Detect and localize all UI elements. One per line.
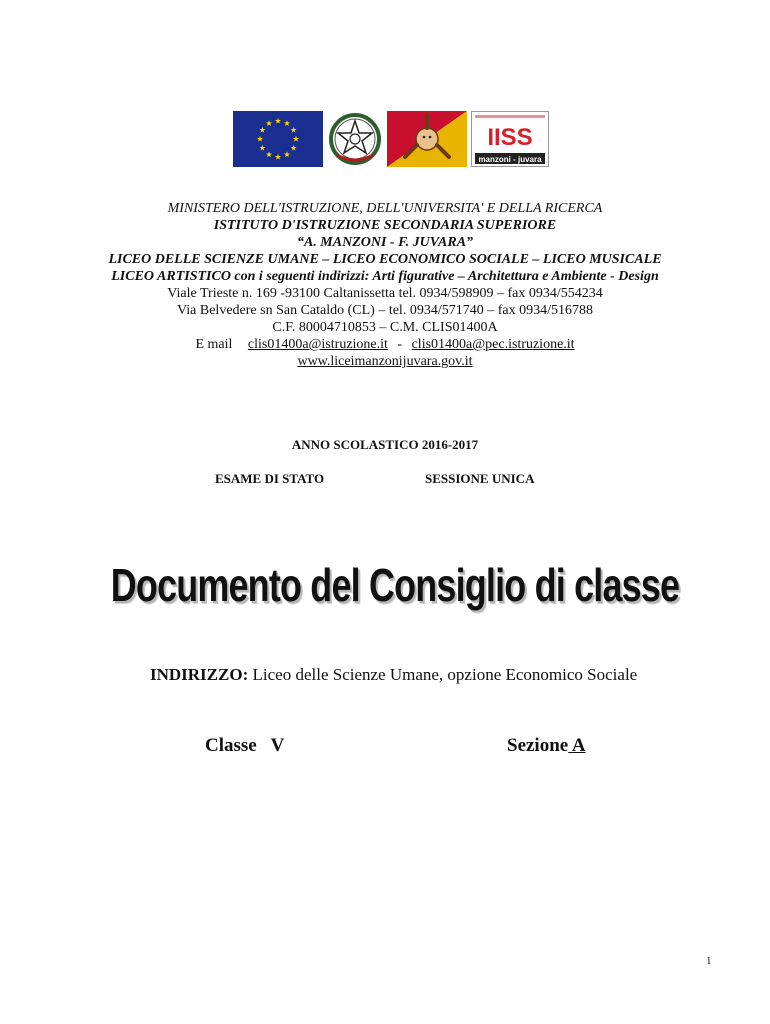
iiss-manzoni-juvara-logo (471, 111, 549, 167)
licei-line: LICEO DELLE SCIENZE UMANE – LICEO ECONOMICO SOCIALE – LICEO MUSICALE (108, 252, 662, 267)
indirizzo-label: INDIRIZZO: (150, 665, 249, 684)
institute-line: ISTITUTO D'ISTRUZIONE SECONDARIA SUPERIORE (213, 218, 557, 233)
svg-text:manzoni - juvara: manzoni - juvara (478, 155, 542, 164)
sezione-label: Sezione (507, 735, 569, 756)
email-link-istruzione[interactable]: clis01400a@istruzione.it (247, 337, 388, 352)
exam-label: ESAME DI STATO (215, 471, 325, 486)
email-line (0, 336, 770, 353)
sezione-line (507, 735, 586, 757)
sicily-region-logo (387, 111, 467, 167)
page-number: 1 (706, 955, 712, 967)
fiscal-code-line: C.F. 80004710853 – C.M. CLIS01400A (272, 320, 498, 335)
school-year: ANNO SCOLASTICO 2016-2017 (291, 437, 479, 452)
email-link-pec[interactable]: clis01400a@pec.istruzione.it (411, 337, 575, 352)
document-title: Documento del Consiglio di classe (110, 559, 680, 611)
email-label: E mail (195, 337, 233, 352)
website-link[interactable]: www.liceimanzonijuvara.gov.it (297, 354, 473, 369)
svg-text:IISS: IISS (487, 124, 533, 151)
email-separator: - (397, 337, 403, 352)
classe-label: Classe V (205, 735, 285, 756)
address-caltanissetta: Viale Trieste n. 169 -93100 Caltanissetta tel. 0934/598909 – fax 0934/554234 (167, 286, 603, 301)
address-san-cataldo: Via Belvedere sn San Cataldo (CL) – tel. 0934/571740 – fax 0934/516788 (177, 303, 593, 318)
eu-flag-logo (233, 111, 323, 167)
italian-republic-emblem-logo (327, 111, 383, 167)
artistico-line: LICEO ARTISTICO con i seguenti indirizzi: Arti figurative – Architettura e Ambiente - Design (111, 269, 659, 284)
indirizzo-value: Liceo delle Scienze Umane, opzione Economico Sociale (248, 665, 638, 684)
school-header (0, 200, 770, 370)
ministry-line: MINISTERO DELL'ISTRUZIONE, DELL'UNIVERSITA' E DELLA RICERCA (167, 201, 603, 216)
indirizzo-line (150, 665, 637, 685)
sezione-value: A (568, 735, 586, 756)
session-label: SESSIONE UNICA (425, 471, 535, 486)
header-logos (233, 111, 549, 167)
school-name-line: “A. MANZONI - F. JUVARA” (296, 235, 474, 250)
